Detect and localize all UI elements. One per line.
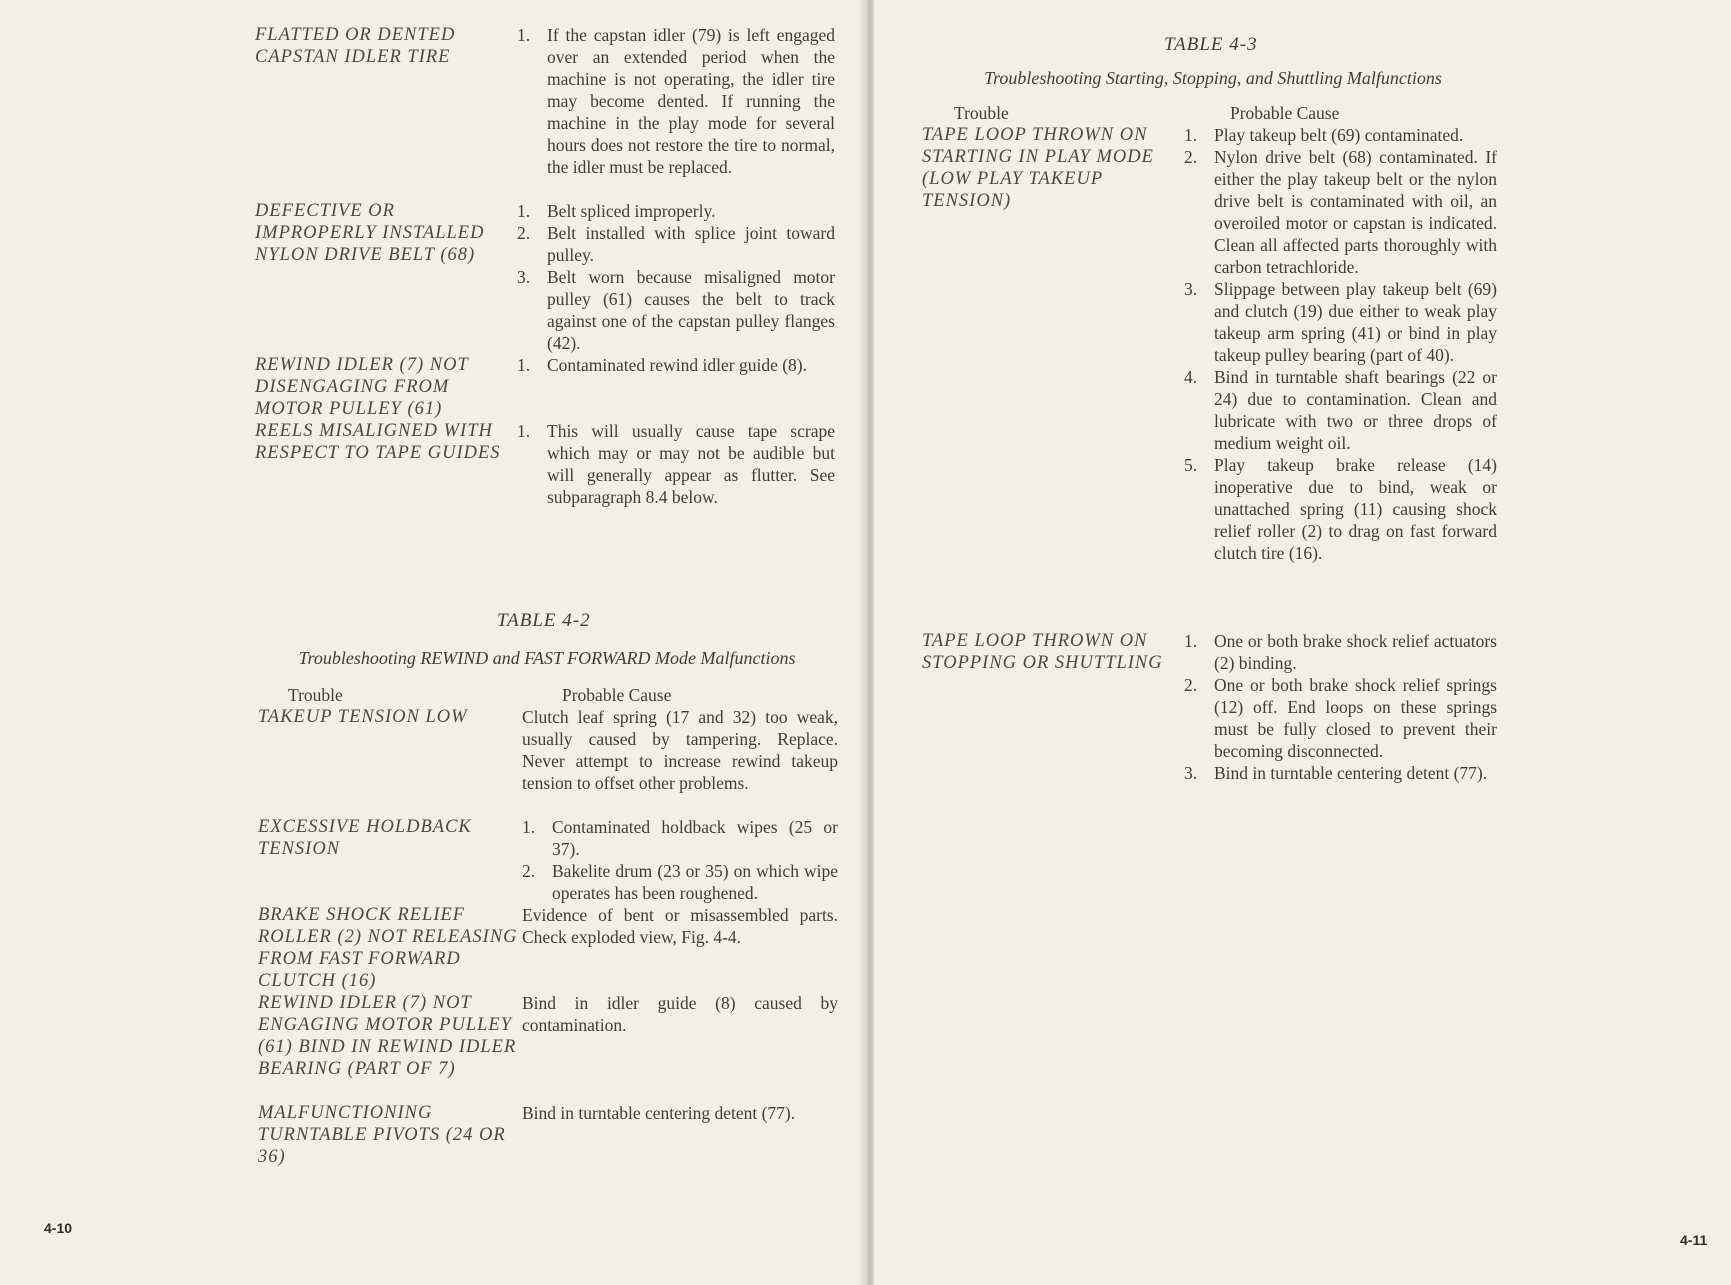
page-number: 4-10 [44,1220,73,1236]
cause-text: Belt installed with splice joint toward pulley. [547,223,835,265]
cause-item [517,420,835,508]
table-row [255,200,835,354]
trouble-text: MALFUNCTIONING TURNTABLE PIVOTS (24 OR 36) [258,1103,506,1167]
cause-item [1184,124,1497,146]
page-number: 4-11 [1680,1232,1708,1248]
cause-item [522,1102,838,1124]
cause-list [1184,124,1497,564]
cause-item [522,904,838,948]
cause-number: 3. [517,267,531,287]
cause-list [517,200,835,354]
cause-number: 2. [1184,675,1198,695]
cause-number: 1. [1184,125,1198,145]
cause-number: 1. [522,817,536,837]
table-title: TABLE 4-3 [1164,34,1258,55]
cause-text: Bind in turntable centering detent (77). [1214,763,1488,783]
cause-text: One or both brake shock relief springs (12) off. End loops on these springs must be fully closed to prevent their becoming disconnected. [1214,675,1497,761]
cause-text: If the capstan idler (79) is left engaged over an extended period when the machine is not operating, the idler tire may become dented. If running the machine in the play mode for several hours does not restore the tire to normal, the idler must be replaced. [547,25,835,177]
cause-item [1184,146,1497,278]
cause-number: 3. [1184,763,1198,783]
cause-number: 1. [517,25,531,45]
cause-text: Belt worn because misaligned motor pulley (61) causes the belt to track against one of the capstan pulley flanges (42). [547,267,835,353]
cause-number: 1. [517,355,531,375]
column-header-cause: Probable Cause [562,685,672,705]
table-row [922,630,1497,784]
trouble-text: REWIND IDLER (7) NOT ENGAGING MOTOR PULLEY (61) BIND IN REWIND IDLER BEARING (PART OF 7) [258,993,517,1079]
table-row [258,992,838,1080]
cause-list [522,816,838,904]
column-header-trouble: Trouble [954,103,1009,123]
cause-text: Play takeup belt (69) contaminated. [1214,125,1464,145]
table-subtitle: Troubleshooting REWIND and FAST FORWARD Mode Malfunctions [298,648,796,668]
cause-text: Slippage between play takeup belt (69) and clutch (19) due either to weak play takeup arm spring (41) or bind in play takeup pulley bearing (part of 40). [1214,279,1497,365]
cause-item [517,354,835,376]
trouble-text: BRAKE SHOCK RELIEF ROLLER (2) NOT RELEASING FROM FAST FORWARD CLUTCH (16) [258,905,518,991]
table-row [922,124,1497,564]
column-header-trouble: Trouble [288,685,343,705]
table-title: TABLE 4-2 [497,610,591,631]
cause-number: 2. [517,223,531,243]
cause-text: Nylon drive belt (68) contaminated. If either the play takeup belt or the nylon drive belt is contaminated with oil, an overoiled motor or capstan is indicated. Clean all affected parts thoroughly with carbon tetrachloride. [1214,147,1497,277]
cause-text: Bind in idler guide (8) caused by contamination. [522,993,838,1035]
table-row [258,904,838,992]
cause-number: 5. [1184,455,1198,475]
table-row [255,420,835,508]
trouble-text: DEFECTIVE OR IMPROPERLY INSTALLED NYLON DRIVE BELT (68) [255,201,485,265]
cause-list [517,24,835,178]
trouble-text: REELS MISALIGNED WITH RESPECT TO TAPE GUIDES [255,421,501,463]
cause-list [522,1102,838,1168]
cause-item [1184,278,1497,366]
cause-text: Contaminated rewind idler guide (8). [547,355,807,375]
table-row [255,24,835,178]
table-header [258,684,838,706]
cause-item [517,222,835,266]
cause-item [522,816,838,860]
table-row [255,354,835,420]
cause-item [522,992,838,1036]
table-header [922,102,1497,124]
cause-number: 2. [522,861,536,881]
cause-number: 1. [517,201,531,221]
table-row [258,816,838,904]
cause-list [522,992,838,1080]
cause-list [517,420,835,508]
cause-text: Contaminated holdback wipes (25 or 37). [552,817,838,859]
cause-text: Play takeup brake release (14) inoperative due to bind, weak or unattached spring (11) causing shock relief roller (2) to drag on fast forward clutch tire (16). [1214,455,1497,563]
cause-text: Bakelite drum (23 or 35) on which wipe operates has been roughened. [552,861,838,903]
cause-number: 1. [1184,631,1198,651]
cause-item [517,266,835,354]
cause-item [517,200,835,222]
trouble-text: TAPE LOOP THROWN ON STARTING IN PLAY MODE (LOW PLAY TAKEUP TENSION) [922,125,1154,211]
cause-item [1184,762,1497,784]
cause-text: Belt spliced improperly. [547,201,716,221]
table-subtitle: Troubleshooting Starting, Stopping, and Shuttling Malfunctions [984,68,1442,88]
cause-item [1184,366,1497,454]
cause-text: Bind in turntable centering detent (77). [522,1103,796,1123]
column-header-cause: Probable Cause [1230,103,1340,123]
cause-text: Clutch leaf spring (17 and 32) too weak, usually caused by tampering. Replace. Never attempt to increase rewind takeup tension to offset other problems. [522,707,838,793]
cause-text: This will usually cause tape scrape which may or may not be audible but will generally appear as flutter. See subparagraph 8.4 below. [547,421,835,507]
cause-text: Bind in turntable shaft bearings (22 or 24) due to contamination. Clean and lubricate with two or three drops of medium weight oil. [1214,367,1497,453]
cause-list [522,904,838,992]
cause-text: Evidence of bent or misassembled parts. Check exploded view, Fig. 4-4. [522,905,838,947]
trouble-text: REWIND IDLER (7) NOT DISENGAGING FROM MOTOR PULLEY (61) [255,355,469,419]
trouble-text: TAPE LOOP THROWN ON STOPPING OR SHUTTLING [922,631,1163,673]
cause-item [522,706,838,794]
table-row [258,1102,838,1168]
cause-item [1184,674,1497,762]
cause-text: One or both brake shock relief actuators (2) binding. [1214,631,1497,673]
cause-list [1184,630,1497,784]
cause-list [517,354,835,420]
table-row [258,706,838,794]
cause-item [1184,454,1497,564]
cause-number: 4. [1184,367,1198,387]
trouble-text: FLATTED OR DENTED CAPSTAN IDLER TIRE [255,25,456,67]
trouble-text: TAKEUP TENSION LOW [258,707,468,727]
right-page [874,0,1731,1285]
trouble-text: EXCESSIVE HOLDBACK TENSION [258,817,472,859]
cause-number: 2. [1184,147,1198,167]
cause-item [1184,630,1497,674]
cause-number: 1. [517,421,531,441]
cause-number: 3. [1184,279,1198,299]
cause-list [522,706,838,794]
cause-item [517,24,835,178]
cause-item [522,860,838,904]
